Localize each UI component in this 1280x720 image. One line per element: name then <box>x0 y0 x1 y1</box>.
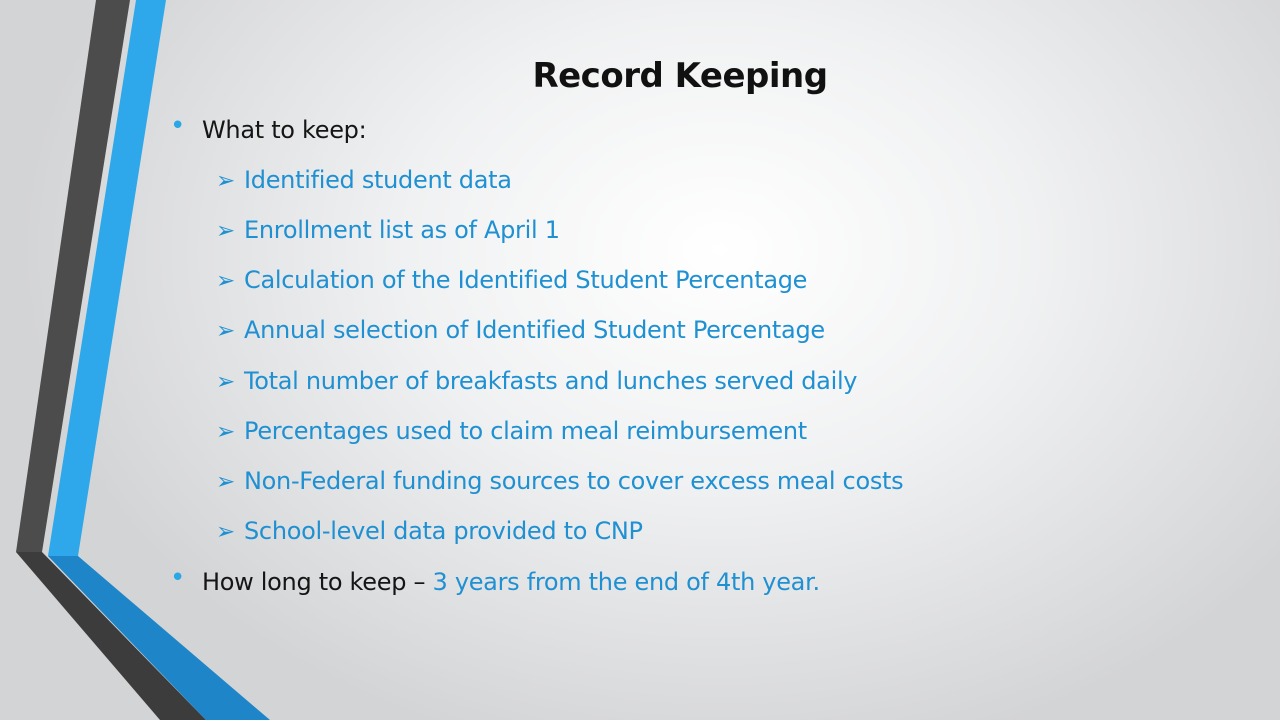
arrow-bullet-icon: ➢ <box>216 268 235 294</box>
how-long-label: How long to keep – <box>202 568 433 596</box>
list-item-text: Annual selection of Identified Student Percentage <box>244 316 825 344</box>
list-item <box>216 366 857 397</box>
arrow-bullet-icon: ➢ <box>216 369 235 395</box>
list-item <box>216 215 560 246</box>
list-item-text: Identified student data <box>244 166 512 194</box>
list-item <box>216 416 807 447</box>
arrow-bullet-icon: ➢ <box>216 519 235 545</box>
list-item-text: Percentages used to claim meal reimbursement <box>244 417 807 445</box>
arrow-bullet-icon: ➢ <box>216 419 235 445</box>
arrow-bullet-icon: ➢ <box>216 469 235 495</box>
list-item-text: Calculation of the Identified Student Percentage <box>244 266 808 294</box>
list-item-text: Total number of breakfasts and lunches served daily <box>244 367 858 395</box>
list-item <box>216 516 643 547</box>
how-long-value: 3 years from the end of 4th year. <box>432 568 820 596</box>
arrow-bullet-icon: ➢ <box>216 218 235 244</box>
bullet-how-long <box>170 563 820 597</box>
arrow-bullet-icon: ➢ <box>216 168 235 194</box>
list-item <box>216 165 512 196</box>
list-item-text: School-level data provided to CNP <box>244 517 643 545</box>
what-to-keep-label: What to keep: <box>202 116 367 144</box>
bullet-dot-icon: • <box>170 563 186 593</box>
list-item <box>216 466 903 497</box>
bullet-what-to-keep <box>170 111 367 145</box>
bullet-dot-icon: • <box>170 111 186 141</box>
list-item <box>216 265 807 296</box>
slide-title: Record Keeping <box>532 56 828 96</box>
list-item-text: Non-Federal funding sources to cover excess meal costs <box>244 467 904 495</box>
list-item-text: Enrollment list as of April 1 <box>244 216 560 244</box>
arrow-bullet-icon: ➢ <box>216 318 235 344</box>
list-item <box>216 315 825 346</box>
